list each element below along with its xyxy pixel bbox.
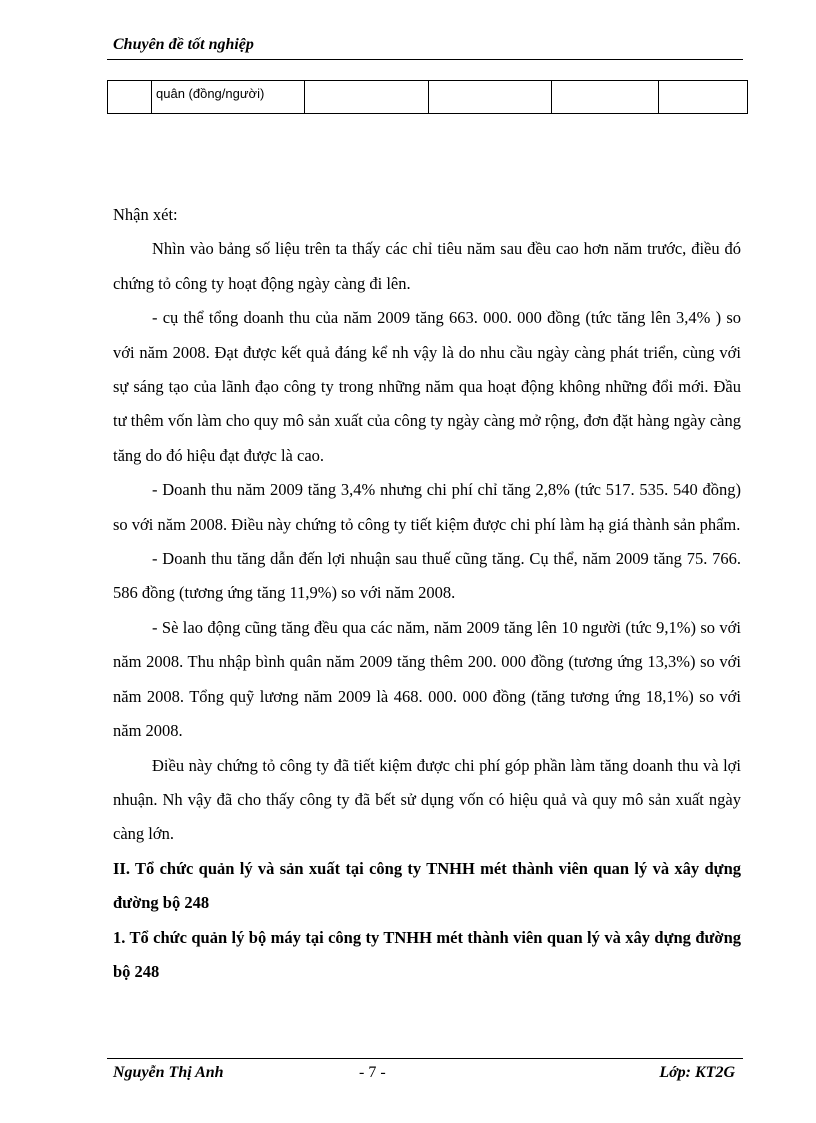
subsection-heading: 1. Tổ chức quản lý bộ máy tại công ty TNHH mét thành viên quan lý và xây dựng đường bộ 248 — [113, 927, 741, 981]
table-cell — [108, 81, 152, 114]
table-fragment — [107, 80, 748, 114]
paragraph: Nhìn vào bảng số liệu trên ta thấy các chỉ tiêu năm sau đều cao hơn năm trước, điều đó chứng tỏ công ty hoạt động ngày càng đi lên. — [113, 239, 741, 293]
document-body — [113, 198, 741, 989]
table-row — [108, 81, 748, 114]
section-heading: II. Tổ chức quản lý và sản xuất tại công ty TNHH mét thành viên quan lý và xây dựng đường bộ 248 — [113, 858, 741, 913]
table-cell: quân (đồng/người) — [152, 81, 305, 114]
table-cell — [305, 81, 429, 114]
header-divider — [107, 59, 743, 60]
paragraph: - Doanh thu năm 2009 tăng 3,4% nhưng chi phí chỉ tăng 2,8% (tức 517. 535. 540 đồng) so với năm 2008. Điều này chứng tỏ công ty tiết kiệm được chi phí làm hạ giá thành sản phẩm. — [113, 480, 741, 534]
page-number: - 7 - — [359, 1064, 386, 1081]
footer-author: Nguyễn Thị Anh — [113, 1064, 224, 1081]
footer-divider — [107, 1058, 743, 1059]
header-title: Chuyên đề tốt nghiệp — [113, 36, 254, 53]
table-cell — [552, 81, 659, 114]
paragraph: Điều này chứng tỏ công ty đã tiết kiệm được chi phí góp phần làm tăng doanh thu và lợi nhuận. Nh vậy đã cho thấy công ty đã bết sử dụng vốn có hiệu quả và quy mô sản xuất ngày càng lớn. — [113, 755, 741, 844]
remark-label: Nhận xét: — [113, 205, 178, 224]
table-cell — [659, 81, 748, 114]
table-cell — [429, 81, 552, 114]
paragraph: - Sè lao động cũng tăng đều qua các năm, năm 2009 tăng lên 10 người (tức 9,1%) so với năm 2008. Thu nhập bình quân năm 2009 tăng thêm 200. 000 đồng (tương ứng 13,3%) so với năm 2008. Tổng quỹ lương năm 2009 là 468. 000. 000 đồng (tăng tương ứng 18,1%) so với năm 2008. — [113, 617, 741, 741]
paragraph: - Doanh thu tăng dẫn đến lợi nhuận sau thuế cũng tăng. Cụ thể, năm 2009 tăng 75. 766. 586 đồng (tương ứng tăng 11,9%) so với năm 2008. — [113, 549, 741, 603]
footer-class: Lớp: KT2G — [659, 1064, 735, 1081]
paragraph: - cụ thể tổng doanh thu của năm 2009 tăng 663. 000. 000 đồng (tức tăng lên 3,4% ) so với năm 2008. Đạt được kết quả đáng kể nh vậy là do nhu cầu ngày càng phát triển, cùng với sự sáng tạo của lãnh đạo công ty trong những năm qua hoạt động không những đổi mới. Đầu tư thêm vốn làm cho quy mô sản xuất của công ty ngày càng mở rộng, đơn đặt hàng ngày càng tăng do đó hiệu đạt được là cao. — [113, 308, 741, 465]
